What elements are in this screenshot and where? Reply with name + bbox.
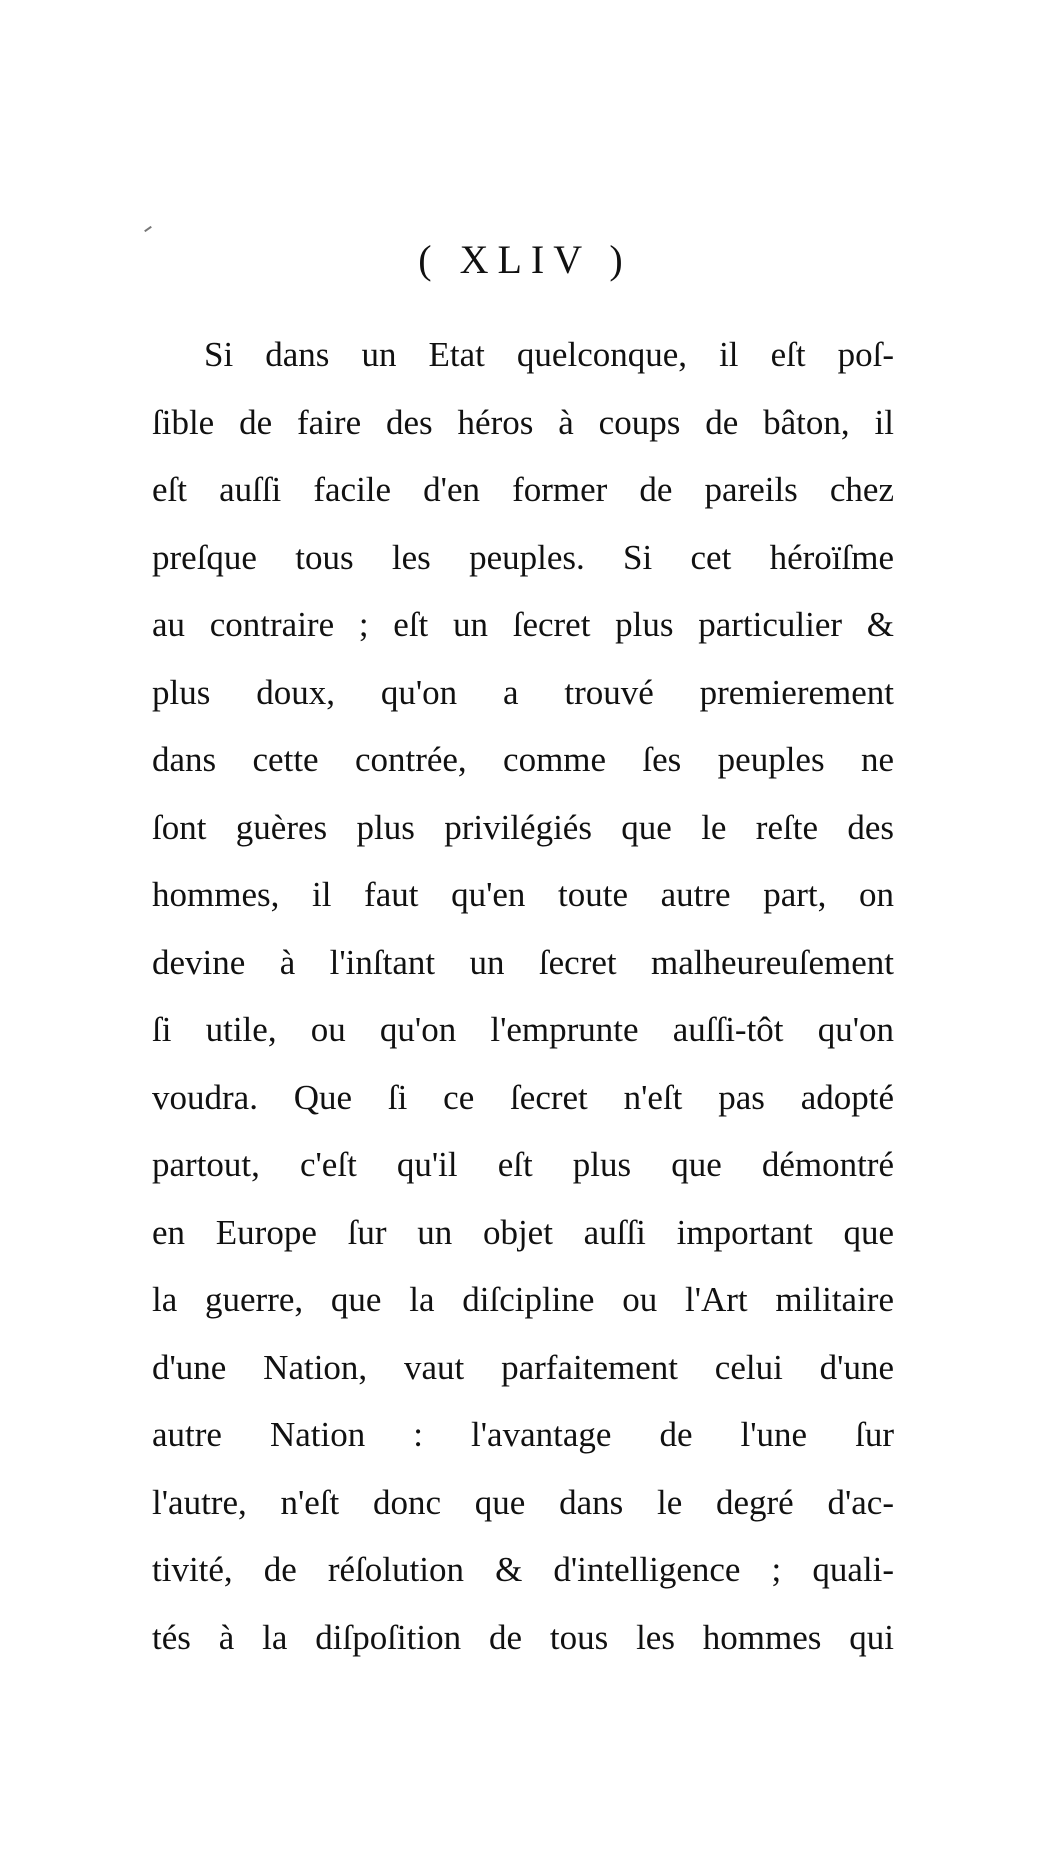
text-line: Si dans un Etat quelconque, il eſt poſ- bbox=[204, 335, 894, 374]
page-number: ( XLIV ) bbox=[418, 237, 632, 282]
text-line: partout, c'eſt qu'il eſt plus que démontré bbox=[152, 1145, 894, 1184]
text-line: ſible de faire des héros à coups de bâton, il bbox=[152, 402, 894, 442]
text-line: l'autre, n'eſt donc que dans le degré d'ac- bbox=[152, 1482, 894, 1522]
text-line: preſque tous les peuples. Si cet héroïſme bbox=[152, 537, 894, 577]
text-line: tivité, de réſolution & d'intelligence ; quali- bbox=[152, 1550, 894, 1589]
text-line: ſont guères plus privilégiés que le reſte des bbox=[152, 807, 894, 847]
text-line: dans cette contrée, comme ſes peuples ne bbox=[152, 740, 894, 779]
text-line: autre Nation : l'avantage de l'une ſur bbox=[152, 1415, 894, 1454]
text-line: plus doux, qu'on a trouvé premierement bbox=[152, 672, 894, 712]
text-line: ſi utile, ou qu'on l'emprunte auſſi-tôt qu'on bbox=[152, 1010, 894, 1049]
body-text bbox=[152, 321, 894, 1671]
text-line: en Europe ſur un objet auſſi important que bbox=[152, 1212, 894, 1252]
text-line: d'une Nation, vaut parfaitement celui d'une bbox=[152, 1347, 894, 1387]
text-line: tés à la diſpoſition de tous les hommes qui bbox=[152, 1617, 894, 1657]
text-line: au contraire ; eſt un ſecret plus particulier & bbox=[152, 605, 894, 644]
text-line: la guerre, que la diſcipline ou l'Art militaire bbox=[152, 1280, 894, 1319]
text-line: hommes, il faut qu'en toute autre part, on bbox=[152, 875, 894, 914]
text-line: voudra. Que ſi ce ſecret n'eſt pas adopté bbox=[152, 1077, 894, 1117]
text-line: devine à l'inſtant un ſecret malheureuſement bbox=[152, 942, 894, 982]
text-line: eſt auſſi facile d'en former de pareils chez bbox=[152, 470, 894, 509]
